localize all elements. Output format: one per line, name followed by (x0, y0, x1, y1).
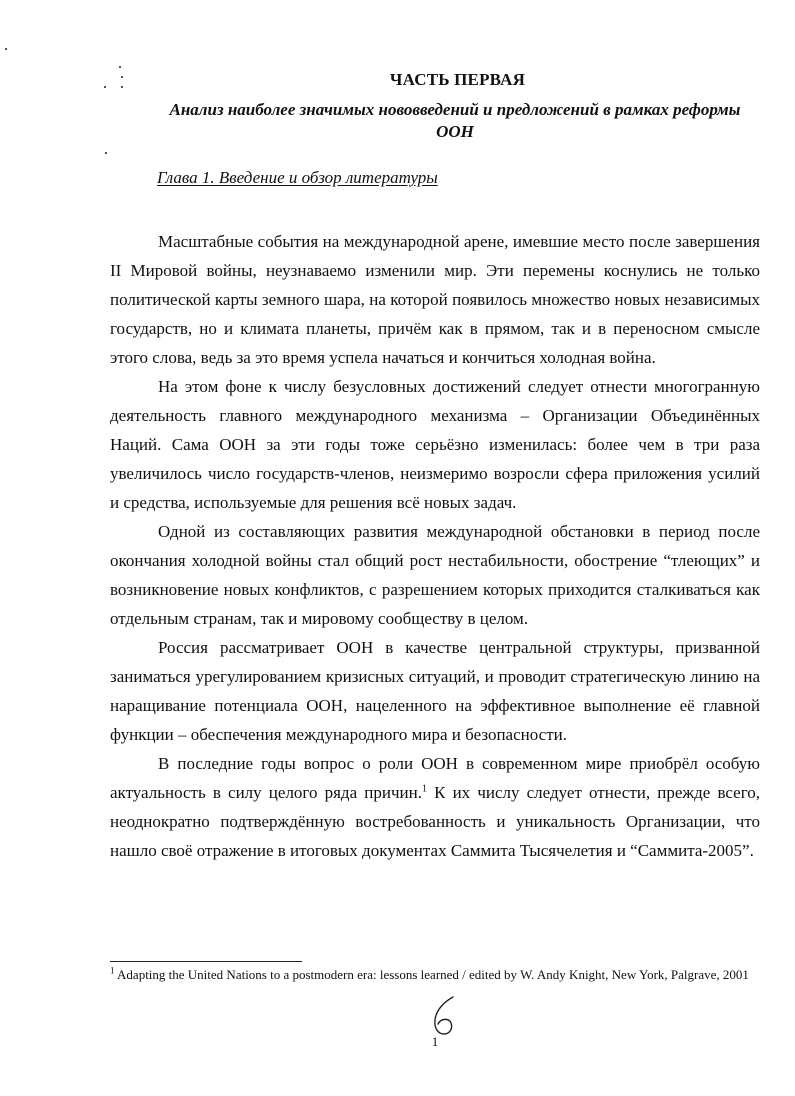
paragraph: Одной из составляющих развития международной обстановки в период после окончания холодной войны стал общий рост нестабильности, обострение “тлеющих” и возникновение новых конфликтов, с разрешением которых приходится сталкиваться как отдельным странам, так и мировому сообществу в целом. (110, 522, 760, 628)
scan-speck (119, 66, 121, 68)
paragraph-text: К их числу следует отнести, прежде всего, неоднократно подтверждённую востребованность и уникальность Организации, что нашло своё отражение в итоговых документах Саммита Тысячелетия и “Саммита-2005”. (110, 783, 760, 860)
footnote-mark: 1 (110, 965, 115, 976)
footnote-text: Adapting the United Nations to a postmodern era: lessons learned / edited by W. Andy Knight, New York, Palgrave, 2001 (114, 967, 749, 982)
paragraph: Масштабные события на международной арене, имевшие место после завершения II Мировой войны, неузнаваемо изменили мир. Эти перемены коснулись не только политической карты земного шара, на которой появилось множество новых независимых государств, но и климата планеты, причём как в прямом, так и в переносном смысле этого слова, ведь за это время успела начаться и кончиться холодная война. (110, 232, 760, 367)
handwritten-page-mark (426, 994, 466, 1038)
body-text (110, 227, 760, 865)
footnote-reference[interactable]: 1 (421, 783, 427, 795)
paragraph: На этом фоне к числу безусловных достижений следует отнести многогранную деятельность главного международного механизма – Организации Объединённых Наций. Сама ООН за эти годы тоже серьёзно изменилась: более чем в три раза увеличилось число государств-членов, неизмеримо возросли сфера приложения усилий и средства, используемые для решения всё новых задач. (110, 377, 760, 512)
paragraph-text: В последние годы вопрос о роли ООН в современном мире приобрёл особую актуальность в силу целого ряда причин. (110, 754, 760, 802)
subtitle: Анализ наиболее значимых нововведений и предложений в рамках реформы ООН (169, 100, 741, 141)
page-number: 1 (431, 1034, 439, 1049)
scan-speck (5, 48, 7, 50)
footnote-divider (110, 961, 302, 962)
part-title: ЧАСТЬ ПЕРВАЯ (389, 70, 526, 89)
scan-speck (105, 152, 107, 154)
paragraph-with-footnote (110, 749, 760, 865)
paragraph: Россия рассматривает ООН в качестве центральной структуры, призванной заниматься урегулированием кризисных ситуаций, и проводит стратегическую линию на наращивание потенциала ООН, нацеленного на эффективное выполнение её главной функции – обеспечения международного мира и безопасности. (110, 638, 760, 744)
chapter-title: Глава 1. Введение и обзор литературы (157, 168, 438, 187)
footnote (110, 967, 760, 983)
